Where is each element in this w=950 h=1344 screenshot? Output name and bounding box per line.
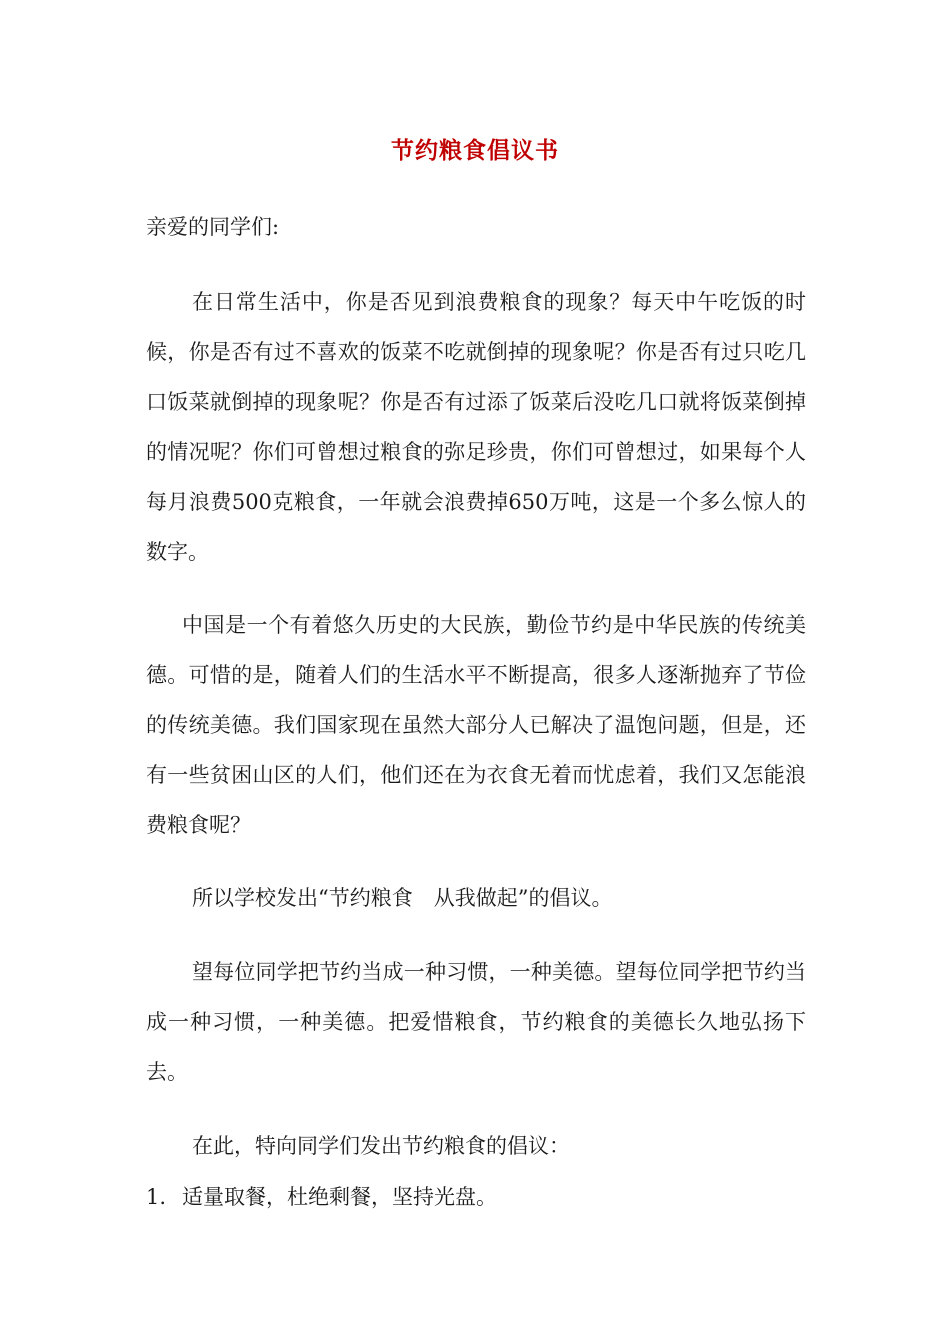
salutation: 亲爱的同学们:	[146, 215, 280, 239]
document-title: 节约粮食倡议书	[391, 137, 559, 164]
paragraph-food-waste-questions: 在日常生活中，你是否见到浪费粮食的现象？每天中午吃饭的时候，你是否有过不喜欢的饭菜不吃就倒掉的现象呢？你是否有过只吃几口饭菜就倒掉的现象呢？你是否有过添了饭菜后没吃几口就将饭菜倒掉的情况呢？你们可曾想过粮食的弥足珍贵，你们可曾想过，如果每个人每月浪费500克粮食，一年就会浪费掉650万吨，这是一个多么惊人的数字。	[146, 290, 806, 564]
paragraph-hope-habit: 望每位同学把节约当成一种习惯，一种美德。望每位同学把节约当成一种习惯，一种美德。把爱惜粮食，节约粮食的美德长久地弘扬下去。	[146, 960, 806, 1084]
paragraph-proposal-intro: 在此，特向同学们发出节约粮食的倡议：	[192, 1134, 570, 1158]
list-item-text: 适量取餐，杜绝剩餐，坚持光盘。	[182, 1185, 497, 1209]
paragraph-traditional-virtue: 中国是一个有着悠久历史的大民族，勤俭节约是中华民族的传统美德。可惜的是，随着人们的生活水平不断提高，很多人逐渐抛弃了节俭的传统美德。我们国家现在虽然大部分人已解决了温饱问题，但是，还有一些贫困山区的人们，他们还在为衣食无着而忧虑着，我们又怎能浪费粮食呢？	[146, 613, 806, 837]
paragraph-school-initiative: 所以学校发出“节约粮食 从我做起”的倡议。	[192, 886, 613, 910]
list-item-number: 1.	[146, 1185, 167, 1209]
list-item	[146, 1172, 497, 1222]
